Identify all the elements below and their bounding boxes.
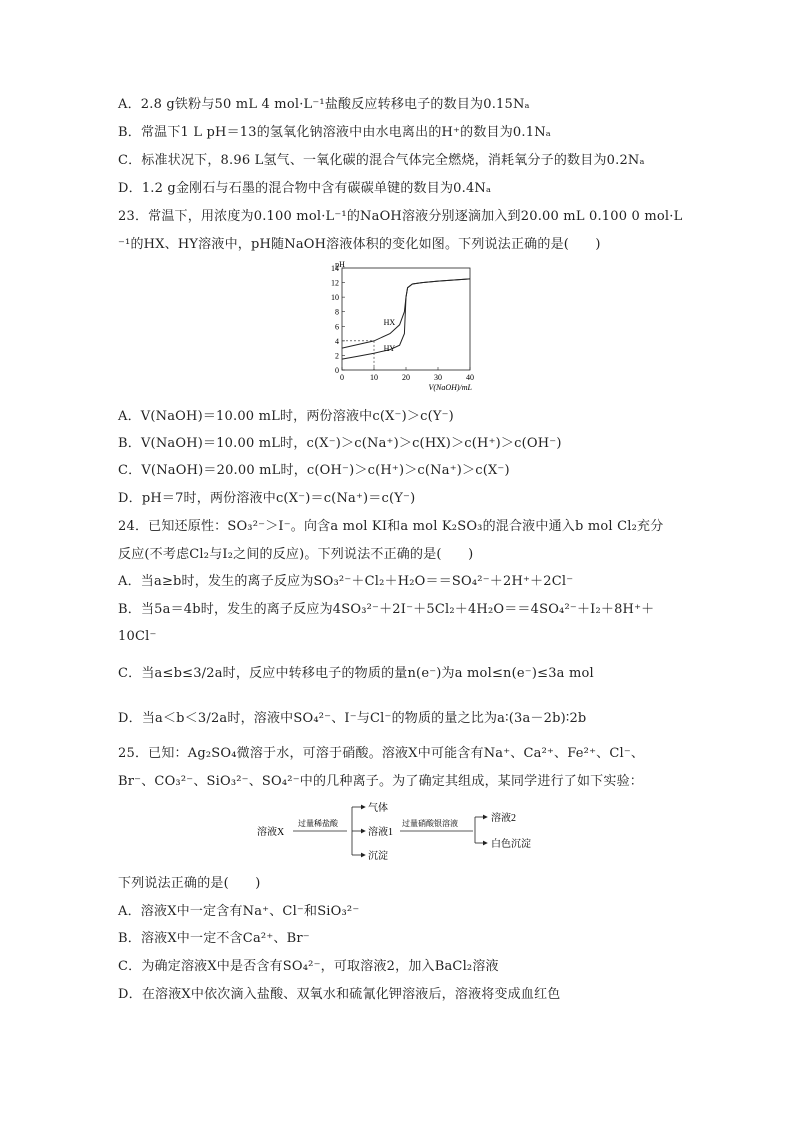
experiment-flow-diagram <box>255 795 555 870</box>
q23-stem-line1: 23．常温下，用浓度为0.100 mol·L⁻¹的NaOH溶液分别逐滴加入到20.00 mL 0.100 0 mol·L <box>118 209 683 224</box>
q23-option-b: B．V(NaOH)＝10.00 mL时，c(X⁻)＞c(Na⁺)＞c(HX)＞c(H⁺)＞c(OH⁻) <box>118 436 562 451</box>
ph-titration-chart <box>320 258 490 398</box>
q23-option-d: D．pH＝7时，两份溶液中c(X⁻)＝c(Na⁺)＝c(Y⁻) <box>118 491 416 506</box>
series-line-hx <box>342 279 470 348</box>
q24-stem-line2: 反应(不考虑Cl₂与I₂之间的反应)。下列说法不正确的是( ) <box>118 547 474 562</box>
y-tick-label: 2 <box>335 351 339 361</box>
y-tick-label: 12 <box>331 278 339 288</box>
flow-precipitate: 沉淀 <box>368 851 388 862</box>
q25-option-c: C．为确定溶液X中是否含有SO₄²⁻，可取溶液2，加入BaCl₂溶液 <box>118 959 499 974</box>
flow-step1-label: 过量稀盐酸 <box>298 819 338 828</box>
x-tick-label: 40 <box>466 373 474 382</box>
annotation-hx: HX <box>383 317 396 327</box>
x-tick-label: 30 <box>434 373 442 382</box>
flow-step2-label: 过量硝酸银溶液 <box>402 819 458 828</box>
y-tick-label: 8 <box>335 307 339 317</box>
q24-option-d: D．当a＜b＜3/2a时，溶液中SO₄²⁻、I⁻与Cl⁻的物质的量之比为a∶(3a－2b)∶2b <box>118 711 587 726</box>
q25-option-b: B．溶液X中一定不含Ca²⁺、Br⁻ <box>118 931 310 946</box>
flow-start-solution-x: 溶液X <box>257 827 285 838</box>
flow-gas: 气体 <box>368 803 388 814</box>
q23-option-c: C．V(NaOH)＝20.00 mL时，c(OH⁻)＞c(H⁺)＞c(Na⁺)＞c(X⁻) <box>118 463 510 478</box>
q24-option-a: A．当a≥b时，发生的离子反应为SO₃²⁻＋Cl₂＋H₂O＝＝SO₄²⁻＋2H⁺＋2Cl⁻ <box>118 574 574 589</box>
q22-option-d: D．1.2 g金刚石与石墨的混合物中含有碳碳单键的数目为0.4Nₐ <box>118 181 492 196</box>
series-line-hy <box>342 279 470 359</box>
q25-option-a: A．溶液X中一定含有Na⁺、Cl⁻和SiO₃²⁻ <box>118 904 360 919</box>
chart-frame <box>342 268 470 370</box>
q24-option-b-line2: 10Cl⁻ <box>118 629 157 644</box>
q23-stem-line2: ⁻¹的HX、HY溶液中，pH随NaOH溶液体积的变化如图。下列说法正确的是( ) <box>118 237 601 252</box>
annotation-hy: HY <box>383 344 396 354</box>
x-axis-label: V(NaOH)/mL <box>428 383 472 392</box>
y-tick-label: 0 <box>335 366 339 375</box>
flow-solution1: 溶液1 <box>368 827 393 838</box>
x-tick-label: 0 <box>340 373 344 382</box>
y-tick-label: 4 <box>335 336 339 346</box>
q25-stem-line2: Br⁻、CO₃²⁻、SiO₃²⁻、SO₄²⁻中的几种离子。为了确定其组成，某同学进行了如下实验： <box>118 774 643 789</box>
q22-option-c: C．标准状况下，8.96 L氢气、一氧化碳的混合气体完全燃烧，消耗氧分子的数目为0.2Nₐ <box>118 153 645 168</box>
q25-option-d: D．在溶液X中依次滴入盐酸、双氧水和硫氰化钾溶液后，溶液将变成血红色 <box>118 987 561 1002</box>
flow-solution2: 溶液2 <box>491 813 516 824</box>
flow-white-precipitate: 白色沉淀 <box>491 839 531 850</box>
y-axis-label: pH <box>335 260 345 269</box>
x-tick-label: 20 <box>402 373 410 382</box>
q23-option-a: A．V(NaOH)＝10.00 mL时，两份溶液中c(X⁻)＞c(Y⁻) <box>118 409 454 424</box>
q25-prompt: 下列说法正确的是( ) <box>118 876 261 891</box>
y-tick-label: 6 <box>335 322 339 332</box>
q24-stem-line1: 24．已知还原性：SO₃²⁻＞I⁻。向含a mol KI和a mol K₂SO₃的混合液中通入b mol Cl₂充分 <box>118 519 664 534</box>
q24-option-b-line1: B．当5a＝4b时，发生的离子反应为4SO₃²⁻＋2I⁻＋5Cl₂＋4H₂O＝＝4SO₄²⁻＋I₂＋8H⁺＋ <box>118 602 655 617</box>
q25-stem-line1: 25．已知：Ag₂SO₄微溶于水，可溶于硝酸。溶液X中可能含有Na⁺、Ca²⁺、Fe²⁺、Cl⁻、 <box>118 746 645 761</box>
y-tick-label: 14 <box>331 264 339 273</box>
y-tick-label: 10 <box>331 293 339 303</box>
x-tick-label: 10 <box>370 373 378 382</box>
q24-option-c: C．当a≤b≤3/2a时，反应中转移电子的物质的量n(e⁻)为a mol≤n(e⁻)≤3a mol <box>118 666 594 681</box>
q22-option-a: A．2.8 g铁粉与50 mL 4 mol·L⁻¹盐酸反应转移电子的数目为0.15Nₐ <box>118 97 530 112</box>
q22-option-b: B．常温下1 L pH＝13的氢氧化钠溶液中由水电离出的H⁺的数目为0.1Nₐ <box>118 125 551 140</box>
